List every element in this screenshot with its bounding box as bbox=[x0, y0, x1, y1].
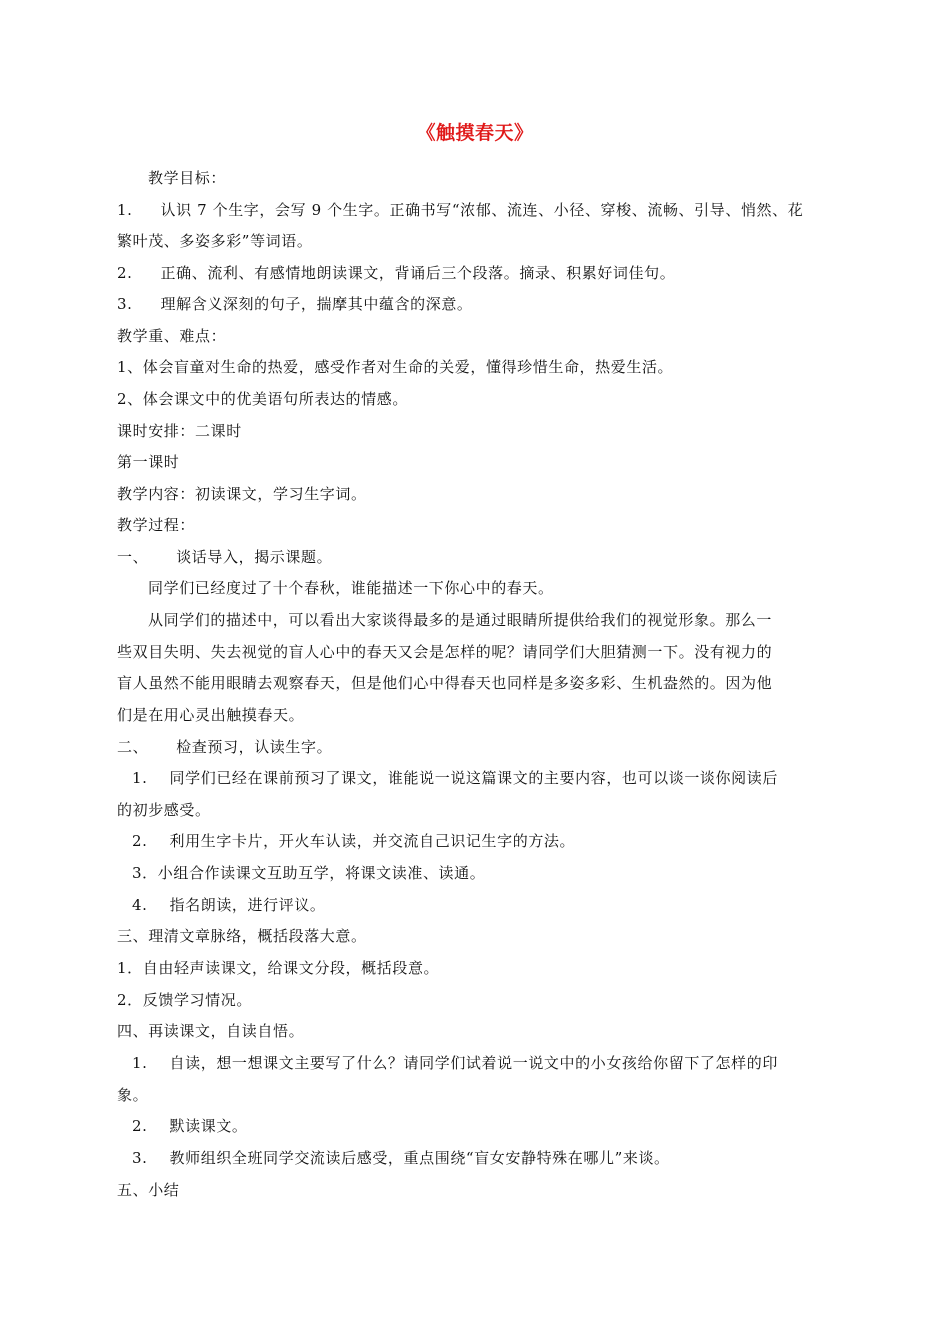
item-text: 教师组织全班同学交流读后感受，重点围绕“盲女安静特殊在哪儿”来谈。 bbox=[169, 1149, 670, 1167]
item-text: 同学们已经在课前预习了课文，谁能说一说这篇课文的主要内容，也可以谈一谈你阅读后 bbox=[169, 769, 778, 787]
objective-text: 理解含义深刻的句子，揣摩其中蕴含的深意。 bbox=[160, 295, 473, 313]
list-item bbox=[132, 768, 852, 788]
objective-continuation: 繁叶茂、多姿多彩”等词语。 bbox=[117, 232, 313, 250]
list-item bbox=[132, 831, 852, 851]
section-heading: 三、理清文章脉络，概括段落大意。 bbox=[117, 927, 367, 945]
list-item-continuation: 象。 bbox=[117, 1086, 149, 1104]
section-title: 检查预习，认读生字。 bbox=[176, 738, 333, 756]
item-number: 2. bbox=[132, 1117, 148, 1135]
objective-item bbox=[117, 263, 837, 283]
lesson-heading: 第一课时 bbox=[117, 453, 180, 471]
list-item: 2．反馈学习情况。 bbox=[117, 991, 252, 1009]
content-line: 教学内容：初读课文，学习生字词。 bbox=[117, 485, 367, 503]
section-heading: 五、小结 bbox=[117, 1181, 180, 1199]
page-title: 《触摸春天》 bbox=[416, 122, 534, 144]
process-heading: 教学过程： bbox=[117, 516, 196, 534]
list-item: 1．自由轻声读课文，给课文分段，概括段意。 bbox=[117, 959, 440, 977]
paragraph-line: 从同学们的描述中，可以看出大家谈得最多的是通过眼睛所提供给我们的视觉形象。那么一 bbox=[148, 611, 773, 629]
item-text: 利用生字卡片，开火车认读，并交流自己识记生字的方法。 bbox=[169, 832, 576, 850]
objective-item bbox=[117, 200, 837, 220]
section-title: 谈话导入，揭示课题。 bbox=[176, 548, 333, 566]
item-number: 3． bbox=[132, 864, 158, 882]
key-point: 2、体会课文中的优美语句所表达的情感。 bbox=[117, 390, 408, 408]
list-item bbox=[132, 895, 852, 915]
section-heading bbox=[117, 547, 837, 567]
section-number: 一、 bbox=[117, 548, 149, 566]
item-text: 小组合作读课文互助互学，将课文读准、读通。 bbox=[157, 864, 486, 882]
item-text: 默读课文。 bbox=[169, 1117, 248, 1135]
section-heading bbox=[117, 737, 837, 757]
list-item bbox=[132, 863, 852, 883]
key-points-heading: 教学重、难点： bbox=[117, 327, 227, 345]
schedule-line: 课时安排：二课时 bbox=[117, 422, 242, 440]
paragraph-line: 们是在用心灵出触摸春天。 bbox=[117, 706, 305, 724]
paragraph-line: 些双目失明、失去视觉的盲人心中的春天又会是怎样的呢？请同学们大胆猜测一下。没有视力的 bbox=[117, 643, 773, 661]
objective-number: 3. bbox=[117, 295, 133, 313]
item-text: 指名朗读，进行评议。 bbox=[169, 896, 326, 914]
list-item bbox=[132, 1116, 852, 1136]
paragraph: 同学们已经度过了十个春秋，谁能描述一下你心中的春天。 bbox=[148, 579, 554, 597]
item-text: 自读，想一想课文主要写了什么？请同学们试着说一说文中的小女孩给你留下了怎样的印 bbox=[169, 1054, 778, 1072]
section-heading: 四、再读课文，自读自悟。 bbox=[117, 1022, 305, 1040]
objective-text: 认识 7 个生字，会写 9 个生字。正确书写“浓郁、流连、小径、穿梭、流畅、引导、悄然、花 bbox=[160, 201, 804, 219]
list-item bbox=[132, 1053, 852, 1073]
objectives-heading: 教学目标： bbox=[148, 169, 227, 187]
section-number: 二、 bbox=[117, 738, 149, 756]
objective-text: 正确、流利、有感情地朗读课文，背诵后三个段落。摘录、积累好词佳句。 bbox=[160, 264, 676, 282]
item-number: 4. bbox=[132, 896, 148, 914]
item-number: 1. bbox=[132, 1054, 148, 1072]
item-number: 2. bbox=[132, 832, 148, 850]
key-point: 1、体会盲童对生命的热爱，感受作者对生命的关爱，懂得珍惜生命，热爱生活。 bbox=[117, 358, 674, 376]
objective-number: 2. bbox=[117, 264, 133, 282]
paragraph-line: 盲人虽然不能用眼睛去观察春天，但是他们心中得春天也同样是多姿多彩、生机盎然的。因为他 bbox=[117, 674, 773, 692]
list-item-continuation: 的初步感受。 bbox=[117, 801, 211, 819]
objective-item bbox=[117, 294, 837, 314]
list-item bbox=[132, 1148, 852, 1168]
objective-number: 1. bbox=[117, 201, 133, 219]
item-number: 1. bbox=[132, 769, 148, 787]
item-number: 3. bbox=[132, 1149, 148, 1167]
